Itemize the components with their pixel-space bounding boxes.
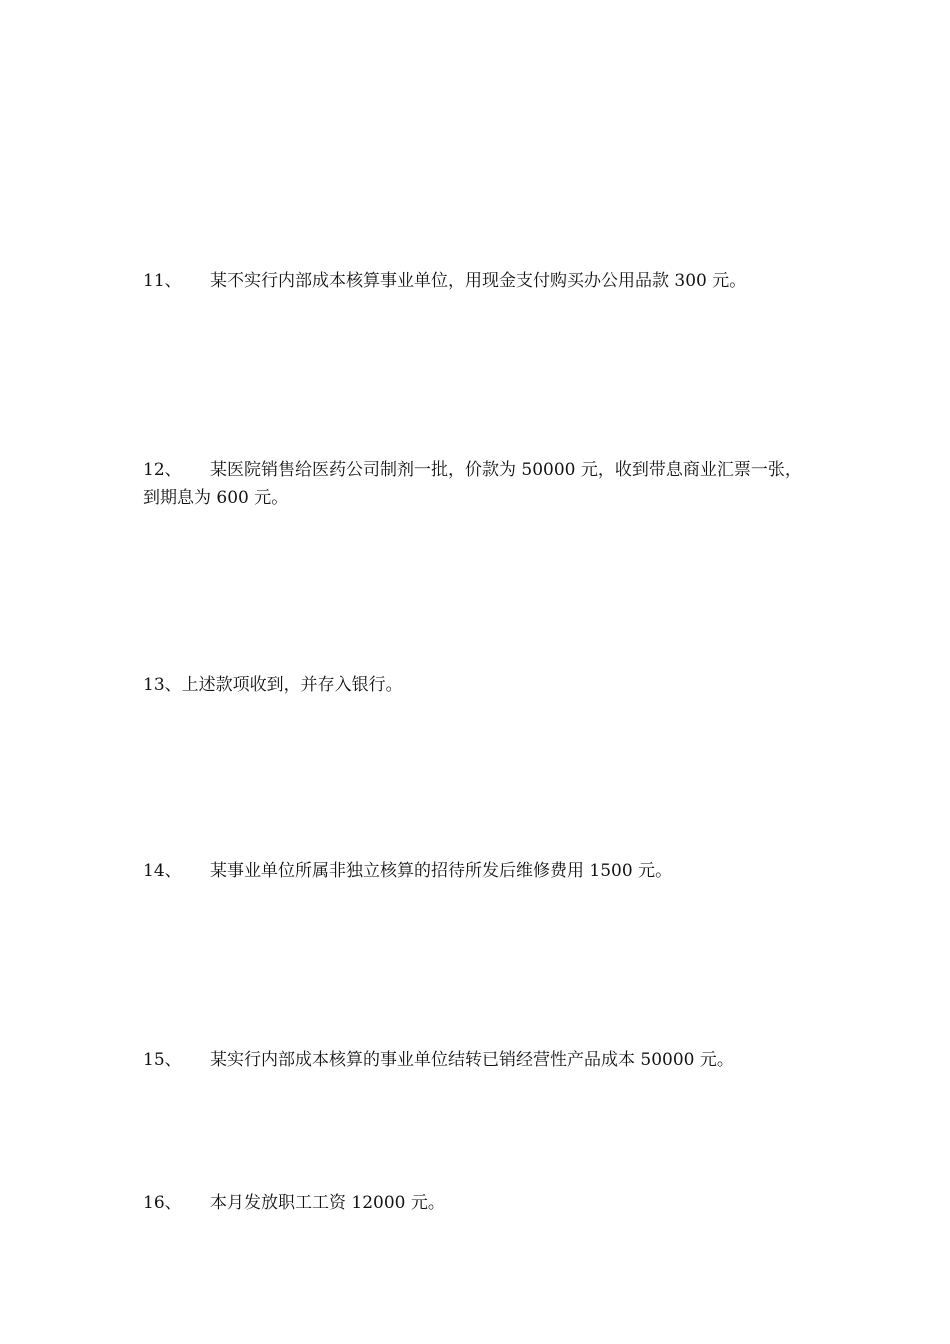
question-number: 13、 (143, 675, 182, 695)
question-number: 16、 (143, 1193, 182, 1213)
question-text: 本月发放职工工资 12000 元。 (210, 1193, 445, 1213)
question-11 (143, 267, 813, 295)
question-text: 某不实行内部成本核算事业单位，用现金支付购买办公用品款 300 元。 (210, 271, 747, 291)
question-13 (143, 671, 813, 699)
question-number: 15、 (143, 1050, 182, 1070)
question-12 (143, 456, 813, 512)
question-number: 12、 (143, 460, 182, 480)
question-number: 14、 (143, 861, 182, 881)
question-16 (143, 1189, 813, 1217)
question-text: 某事业单位所属非独立核算的招待所发后维修费用 1500 元。 (210, 861, 673, 881)
question-15 (143, 1046, 813, 1074)
question-14 (143, 857, 813, 885)
question-text: 某医院销售给医药公司制剂一批，价款为 50000 元，收到带息商业汇票一张，到期息为 600 元。 (143, 460, 802, 508)
question-text: 上述款项收到，并存入银行。 (181, 675, 403, 695)
question-number: 11、 (143, 271, 182, 291)
question-text: 某实行内部成本核算的事业单位结转已销经营性产品成本 50000 元。 (210, 1050, 734, 1070)
